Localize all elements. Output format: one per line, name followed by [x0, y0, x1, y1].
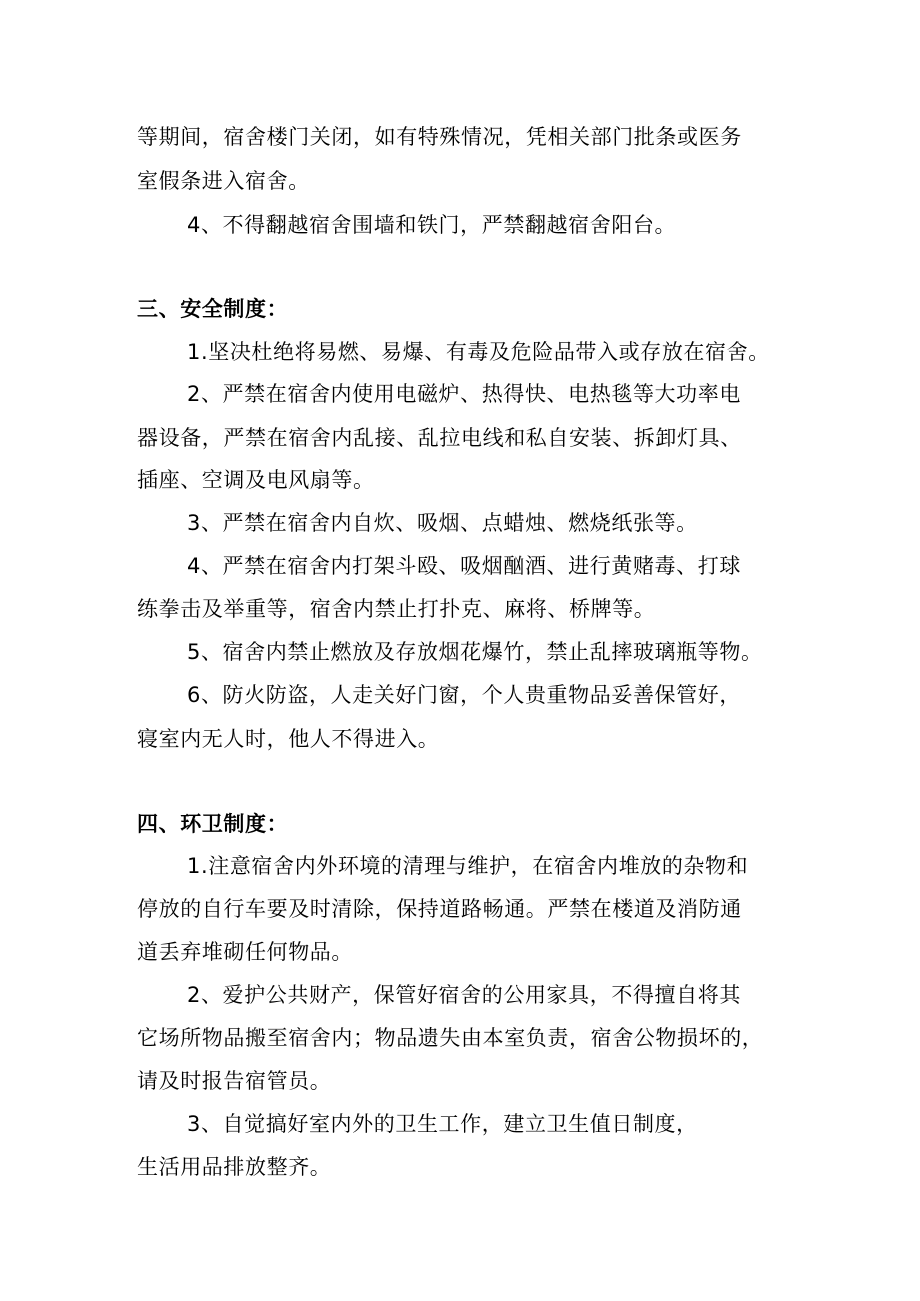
rule-item: 6、防火防盗，人走关好门窗，个人贵重物品妥善保管好，	[187, 683, 741, 707]
section-heading-sanitation: 四、环卫制度：	[137, 812, 289, 836]
rule-item: 1.坚决杜绝将易燃、易爆、有毒及危险品带入或存放在宿舍。	[187, 340, 770, 364]
text-line: 停放的自行车要及时清除，保持道路畅通。严禁在楼道及消防通	[137, 897, 742, 921]
text-line: 室假条进入宿舍。	[137, 169, 310, 193]
text-line: 插座、空调及电风扇等。	[137, 468, 375, 492]
rule-item: 4、严禁在宿舍内打架斗殴、吸烟酗酒、进行黄赌毒、打球	[187, 554, 741, 578]
rule-item: 4、不得翻越宿舍围墙和铁门，严禁翻越宿舍阳台。	[187, 213, 677, 237]
text-line: 练拳击及举重等，宿舍内禁止打扑克、麻将、桥牌等。	[137, 597, 656, 621]
rule-item: 3、自觉搞好室内外的卫生工作，建立卫生值日制度，	[187, 1112, 698, 1136]
rule-item: 1.注意宿舍内外环境的清理与维护，在宿舍内堆放的杂物和	[187, 854, 749, 878]
text-line: 生活用品排放整齐。	[137, 1155, 332, 1179]
text-line: 等期间，宿舍楼门关闭，如有特殊情况，凭相关部门批条或医务	[137, 125, 742, 149]
text-line: 寝室内无人时，他人不得进入。	[137, 727, 440, 751]
rule-item: 3、严禁在宿舍内自炊、吸烟、点蜡烛、燃烧纸张等。	[187, 511, 698, 535]
section-heading-safety: 三、安全制度：	[137, 297, 289, 321]
rule-item: 2、爱护公共财产，保管好宿舍的公用家具，不得擅自将其	[187, 983, 741, 1007]
rule-item: 2、严禁在宿舍内使用电磁炉、热得快、电热毯等大功率电	[187, 382, 741, 406]
text-line: 道丢弃堆砌任何物品。	[137, 940, 353, 964]
text-line: 器设备，严禁在宿舍内乱接、乱拉电线和私自安装、拆卸灯具、	[137, 426, 742, 450]
rule-item: 5、宿舍内禁止燃放及存放烟花爆竹，禁止乱摔玻璃瓶等物。	[187, 640, 763, 664]
text-line: 请及时报告宿管员。	[137, 1069, 332, 1093]
text-line: 它场所物品搬至宿舍内；物品遗失由本室负责，宿舍公物损坏的，	[137, 1026, 764, 1050]
